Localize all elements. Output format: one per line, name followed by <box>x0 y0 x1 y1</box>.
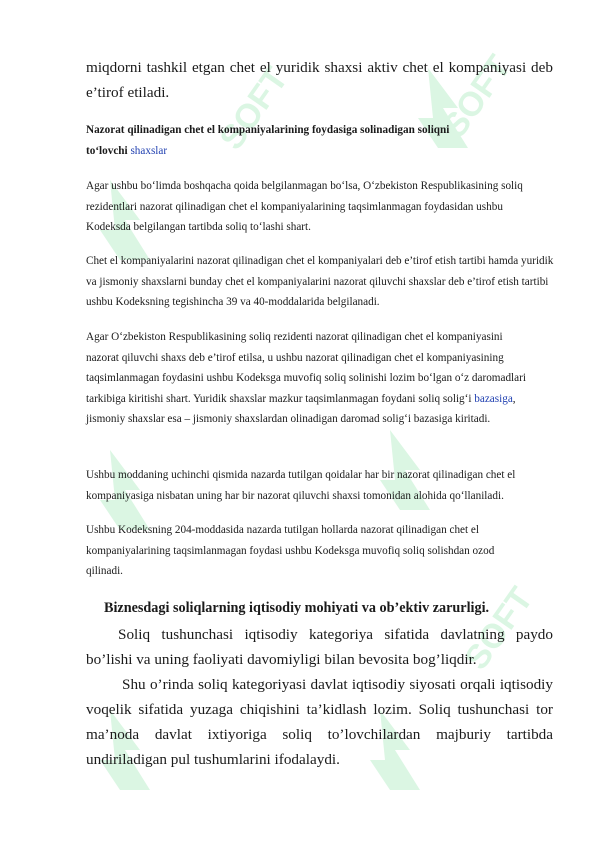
paragraph-7-block <box>86 672 553 772</box>
paragraph-3 <box>86 327 536 430</box>
paragraph-7: Shu o’rinda soliq kategoriyasi davlat iqtisodiy siyosati orqali iqtisodiy voqelik sifatida yuzaga chiqishini ta’kidlash lozim. Soliq tushunchasi tor ma’noda davlat ixtiyoriga soliq to’lovchilardan majburiy tartibda undiriladigan pul tushumlarini ifodalaydi. <box>86 676 553 768</box>
paragraph-2: Chet el kompaniyalarini nazorat qilinadigan chet el kompaniyalari deb e’tirof etish tartibi hamda yuridik va jismoniy shaxslarni bunday chet el kompaniyalarini nazorat qiluvchi shaxslar deb e’tirof etish tartibi ushbu Kodeksning tegishincha 39 va 40-moddalarida belgilanadi. <box>86 255 554 309</box>
heading-2-block <box>104 598 554 618</box>
paragraph-3-text-end: , jismoniy shaxslar esa – jismoniy shaxslardan olinadigan daromad solig‘i bazasiga kiritadi. <box>86 392 516 426</box>
paragraph-2-block <box>86 251 554 313</box>
intro-continuation: miqdorni tashkil etgan chet el yuridik shaxsi aktiv chet el kompaniyasi deb e’tirof etiladi. <box>86 59 553 101</box>
bazasiga-link[interactable]: bazasiga <box>474 392 513 405</box>
paragraph-3-block <box>86 327 536 430</box>
section-title-link[interactable]: shaxslar <box>130 144 168 157</box>
paragraph-4-block <box>86 465 552 506</box>
section-title-block <box>86 120 553 161</box>
section-title-line1: Nazorat qilinadigan chet el kompaniyalarining foydasiga solinadigan soliqni <box>86 124 450 136</box>
section-title <box>86 120 553 161</box>
paragraph-1: Agar ushbu bo‘limda boshqacha qoida belgilanmagan bo‘lsa, O‘zbekiston Respublikasining soliq rezidentlari nazorat qilinadigan chet el kompaniyalarining taqsimlanmagan foydasidan ushbu Kodeksda belgilangan tartibda soliq to‘lashi shart. <box>86 180 523 234</box>
intro-continuation-block <box>86 55 553 105</box>
watermark-text: SOFT <box>457 580 541 677</box>
paragraph-6: Soliq tushunchasi iqtisodiy kategoriya sifatida davlatning paydo bo’lishi va uning faoliyati davomiyligi bilan bevosita bog’liqdir. <box>86 626 553 668</box>
paragraph-5: Ushbu Kodeksning 204-moddasida nazarda tutilgan hollarda nazorat qilinadigan chet el kompaniyalarining taqsimlanmagan foydasi ushbu Kodeksga muvofiq soliq solishdan ozod qilinadi. <box>86 524 495 578</box>
paragraph-5-block <box>86 520 526 582</box>
paragraph-1-block <box>86 176 534 238</box>
paragraph-4: Ushbu moddaning uchinchi qismida nazarda tutilgan qoidalar har bir nazorat qilinadigan chet el kompaniyasiga nisbatan uning har bir nazorat qiluvchi shaxsi tomonidan alohida qo‘llaniladi. <box>86 469 516 502</box>
paragraph-3-text: Agar O‘zbekiston Respublikasining soliq rezidenti nazorat qilinadigan chet el kompaniyasini nazorat qiluvchi shaxs deb e’tirof etilsa, u ushbu nazorat qilinadigan chet el kompaniyasining taqsimlanmagan foydasini ushbu Kodeksga muvofiq soliq solinishi lozim bo‘lgan o‘z daromadlari tarkibiga kiritishi shart. Yuridik shaxslar mazkur taqsimlanmagan foydani soliq solig‘i <box>86 331 526 405</box>
watermark-text: SOFT <box>435 48 519 145</box>
watermark-text: SOFT <box>212 60 296 157</box>
paragraph-6-block <box>86 622 553 672</box>
section-heading: Biznesdagi soliqlarning iqtisodiy mohiyati va ob’ektiv zarurligi. <box>104 600 490 616</box>
section-title-line2-prefix: to‘lovchi <box>86 144 131 157</box>
